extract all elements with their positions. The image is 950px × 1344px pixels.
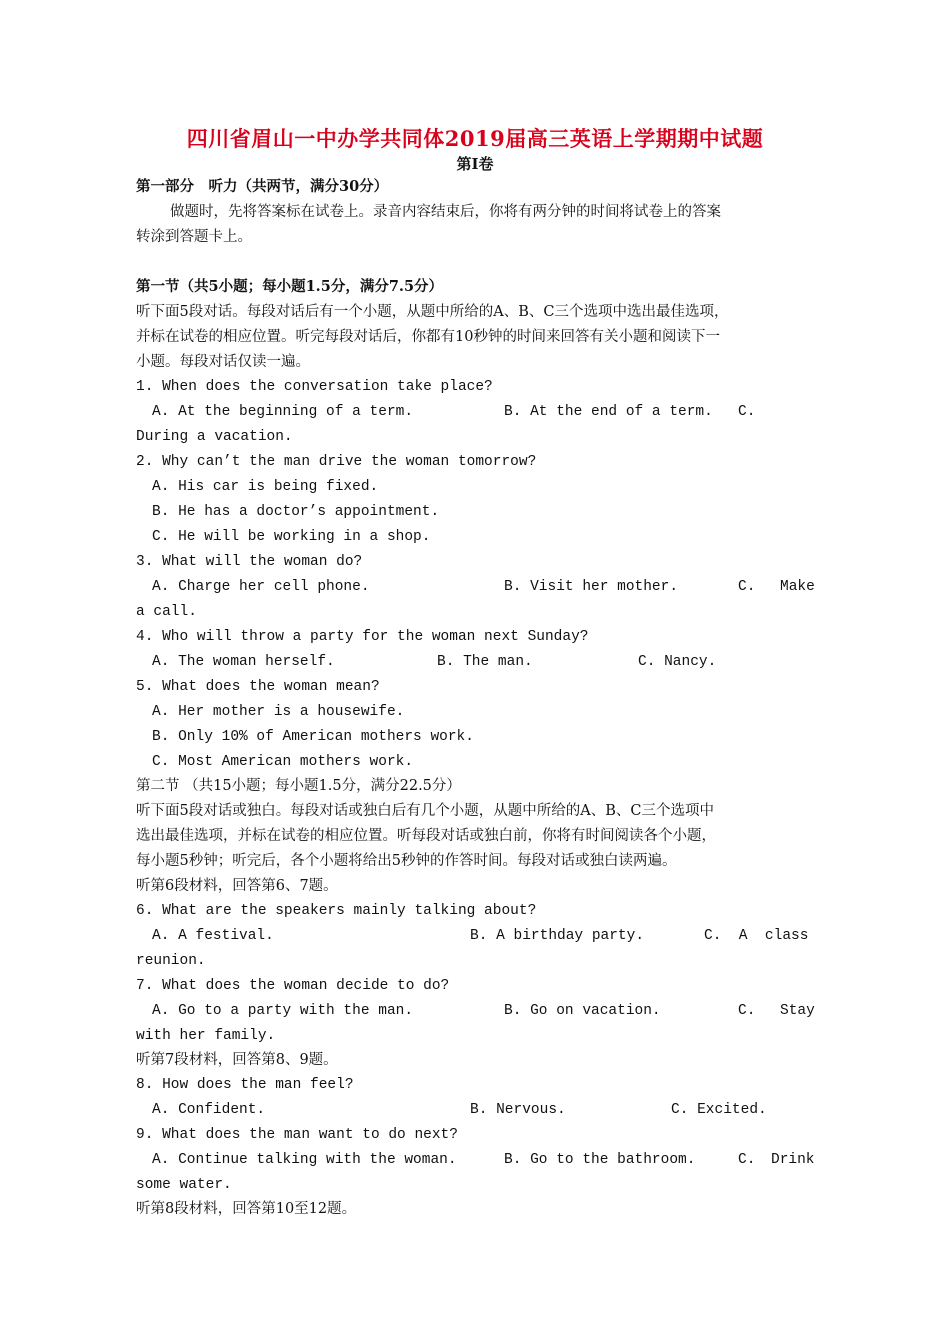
q5-option-c: C. Most American mothers work. [152, 754, 414, 770]
question-3: 3. What will the woman do? [136, 554, 363, 570]
material-8-note: 听第8段材料，回答第10至12题。 [136, 1201, 357, 1217]
document-title: 四川省眉山一中办学共同体2019届高三英语上学期期中试题 [186, 126, 764, 151]
q9-option-c-label: C. [738, 1152, 756, 1168]
q2-option-c: C. He will be working in a shop. [152, 529, 431, 545]
q7-option-c-word: Stay [780, 1003, 815, 1019]
q6-option-c-label: C. A class [704, 928, 809, 944]
q9-option-c-word: Drink [771, 1152, 815, 1168]
q3-option-c-word: Make [780, 579, 815, 595]
question-8: 8. How does the man feel? [136, 1077, 354, 1093]
q4-option-a: A. The woman herself. [152, 654, 335, 670]
question-4: 4. Who will throw a party for the woman next Sunday? [136, 629, 589, 645]
q7-option-a: A. Go to a party with the man. [152, 1003, 414, 1019]
q3-option-b: B. Visit her mother. [504, 579, 679, 595]
q3-option-c-text: a call. [136, 604, 197, 620]
intro-line-1: 做题时，先将答案标在试卷上。录音内容结束后，你将有两分钟的时间将试卷上的答案 [170, 204, 721, 220]
q5-option-a: A. Her mother is a housewife. [152, 704, 405, 720]
q7-option-c-label: C. [738, 1003, 756, 1019]
q4-option-b: B. The man. [437, 654, 533, 670]
section1-instruction-3: 小题。每段对话仅读一遍。 [136, 354, 310, 370]
part1-heading: 第一部分 听力（共两节，满分30分） [136, 178, 389, 195]
section2-instruction-1: 听下面5段对话或独白。每段对话或独白后有几个小题，从题中所给的A、B、C三个选项中 [136, 803, 714, 819]
q4-option-c: C. Nancy. [638, 654, 717, 670]
section1-heading: 第一节（共5小题；每小题1.5分，满分7.5分） [136, 278, 444, 295]
q1-option-c-label: C. [738, 404, 756, 420]
q9-option-a: A. Continue talking with the woman. [152, 1152, 457, 1168]
q3-option-a: A. Charge her cell phone. [152, 579, 370, 595]
q9-option-c-text: some water. [136, 1177, 232, 1193]
q2-option-b: B. He has a doctor’s appointment. [152, 504, 440, 520]
q7-option-b: B. Go on vacation. [504, 1003, 661, 1019]
section1-instruction-1: 听下面5段对话。每段对话后有一个小题，从题中所给的A、B、C三个选项中选出最佳选项， [136, 304, 729, 320]
question-6: 6. What are the speakers mainly talking about? [136, 903, 537, 919]
q6-option-a: A. A festival. [152, 928, 274, 944]
q1-option-b: B. At the end of a term. [504, 404, 713, 420]
q9-option-b: B. Go to the bathroom. [504, 1152, 696, 1168]
question-5: 5. What does the woman mean? [136, 679, 380, 695]
q8-option-a: A. Confident. [152, 1102, 266, 1118]
question-9: 9. What does the man want to do next? [136, 1127, 458, 1143]
document-subtitle: 第Ⅰ卷 [456, 155, 494, 173]
question-1: 1. When does the conversation take place? [136, 379, 493, 395]
q2-option-a: A. His car is being fixed. [152, 479, 379, 495]
material-6-note: 听第6段材料，回答第6、7题。 [136, 878, 338, 894]
q3-option-c-label: C. [738, 579, 756, 595]
section1-instruction-2: 并标在试卷的相应位置。听完每段对话后，你都有10秒钟的时间来回答有关小题和阅读下一 [136, 329, 720, 345]
question-2: 2. Why can’t the man drive the woman tomorrow? [136, 454, 537, 470]
q8-option-b: B. Nervous. [470, 1102, 566, 1118]
q5-option-b: B. Only 10% of American mothers work. [152, 729, 474, 745]
material-7-note: 听第7段材料，回答第8、9题。 [136, 1052, 338, 1068]
intro-line-2: 转涂到答题卡上。 [136, 229, 252, 245]
q6-option-c-text: reunion. [136, 953, 206, 969]
section2-instruction-3: 每小题5秒钟；听完后，各个小题将给出5秒钟的作答时间。每段对话或独白读两遍。 [136, 853, 677, 869]
q1-option-c-text: During a vacation. [136, 429, 293, 445]
q8-option-c: C. Excited. [671, 1102, 767, 1118]
q7-option-c-text: with her family. [136, 1028, 276, 1044]
q1-option-a: A. At the beginning of a term. [152, 404, 414, 420]
question-7: 7. What does the woman decide to do? [136, 978, 450, 994]
section2-instruction-2: 选出最佳选项，并标在试卷的相应位置。听每段对话或独白前，你将有时间阅读各个小题， [136, 828, 716, 844]
section2-heading: 第二节 （共15小题；每小题1.5分，满分22.5分） [136, 778, 461, 794]
q6-option-b: B. A birthday party. [470, 928, 645, 944]
